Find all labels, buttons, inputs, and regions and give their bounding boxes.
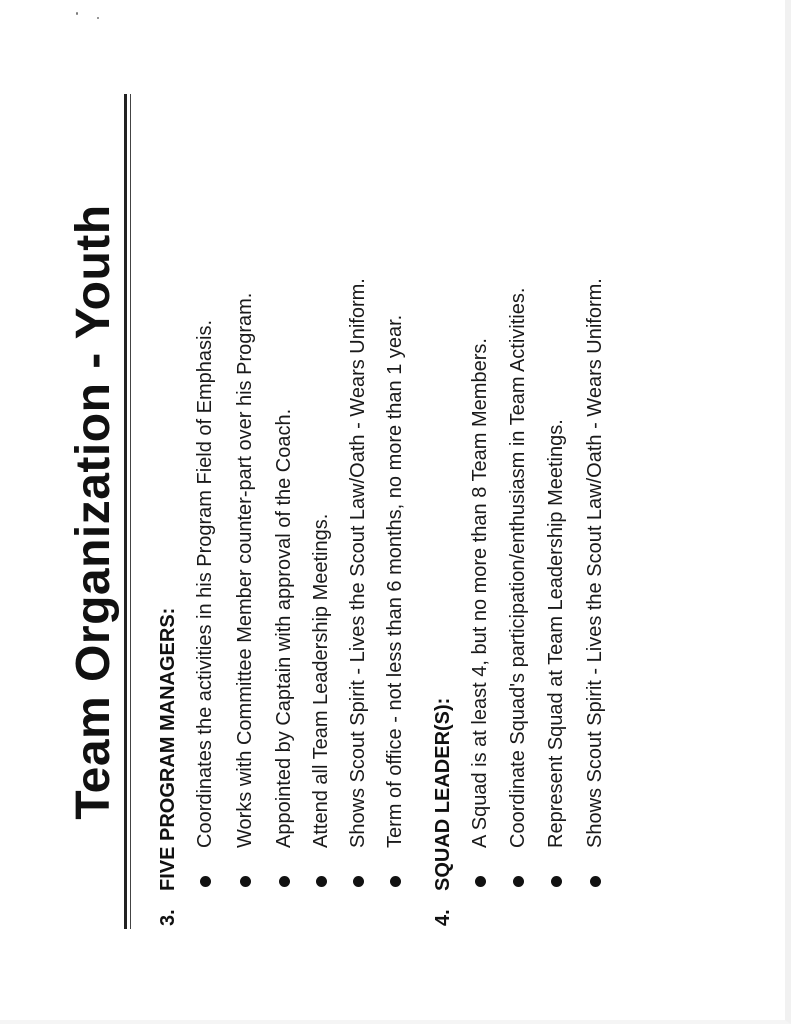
bullet-icon: [200, 876, 211, 887]
bullet-icon: [353, 876, 364, 887]
list-item-text: Works with Committee Member counter-part over his Program.: [234, 292, 256, 848]
section-label: FIVE PROGRAM MANAGERS:: [157, 607, 179, 891]
list-item-text: Attend all Team Leadership Meetings.: [310, 513, 332, 848]
bullet-icon: [551, 876, 562, 887]
page-title: Team Organization - Youth: [67, 204, 120, 820]
bullet-icon: [316, 876, 327, 887]
section-number: 4.: [432, 909, 454, 926]
list-item-text: Coordinate Squad's participation/enthusiasm in Team Activities.: [507, 287, 529, 848]
list-item-text: Term of office - not less than 6 months, no more than 1 year.: [384, 314, 406, 848]
list-item-text: Coordinates the activities in his Program Field of Emphasis.: [194, 319, 216, 848]
bullet-icon: [590, 876, 601, 887]
bullet-icon: [513, 876, 524, 887]
list-item-text: Shows Scout Spirit - Lives the Scout Law/Oath - Wears Uniform.: [347, 278, 369, 848]
section-number: 3.: [157, 909, 179, 926]
list-item-text: Shows Scout Spirit - Lives the Scout Law/Oath - Wears Uniform.: [584, 278, 606, 848]
bullet-icon: [279, 876, 290, 887]
list-item-text: Appointed by Captain with approval of the Coach.: [273, 408, 295, 848]
title-rule-thin: [130, 94, 131, 929]
bullet-icon: [240, 876, 251, 887]
section-label: SQUAD LEADER(S):: [432, 697, 454, 891]
title-rule: [124, 94, 127, 929]
list-item-text: A Squad is at least 4, but no more than 8 Team Members.: [469, 338, 491, 848]
list-item-text: Represent Squad at Team Leadership Meetings.: [545, 419, 567, 848]
bullet-icon: [390, 876, 401, 887]
bullet-icon: [475, 876, 486, 887]
